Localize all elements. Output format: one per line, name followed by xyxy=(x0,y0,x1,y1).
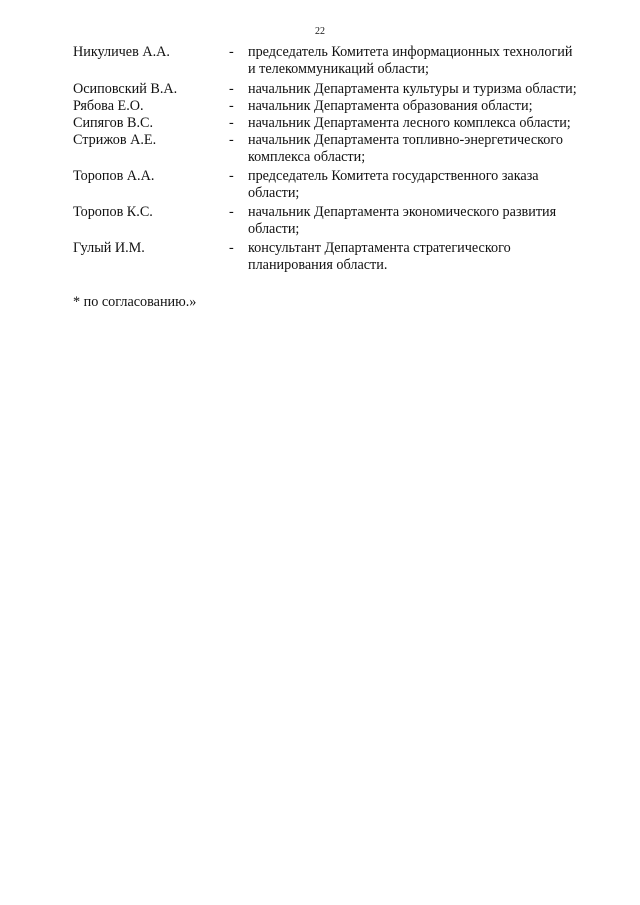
member-role-line: начальник Департамента лесного комплекса области; xyxy=(248,115,571,131)
member-name: Торопов А.А. xyxy=(73,168,155,184)
member-dash: - xyxy=(229,115,234,131)
member-dash: - xyxy=(229,204,234,220)
member-entry xyxy=(73,168,613,202)
member-role-line: начальник Департамента образования области; xyxy=(248,98,533,114)
member-role-line: и телекоммуникаций области; xyxy=(248,61,429,77)
member-entry xyxy=(73,240,613,274)
member-role xyxy=(248,132,613,166)
member-entry xyxy=(73,132,613,166)
member-name: Рябова Е.О. xyxy=(73,98,144,114)
member-name: Никуличев А.А. xyxy=(73,44,170,60)
member-entry xyxy=(73,98,613,115)
member-role xyxy=(248,204,613,238)
member-entry xyxy=(73,204,613,238)
page-number: 22 xyxy=(315,26,325,37)
member-role xyxy=(248,44,613,78)
member-dash: - xyxy=(229,98,234,114)
member-role-line: начальник Департамента экономического развития xyxy=(248,204,557,220)
member-entry xyxy=(73,81,613,98)
member-dash: - xyxy=(229,44,234,60)
member-role-line: председатель Комитета информационных технологий xyxy=(248,44,573,60)
member-role-line: председатель Комитета государственного заказа xyxy=(248,168,539,184)
member-role xyxy=(248,98,613,115)
member-roster xyxy=(73,44,613,274)
member-name: Стрижов А.Е. xyxy=(73,132,157,148)
member-name: Сипягов В.С. xyxy=(73,115,153,131)
member-dash: - xyxy=(229,168,234,184)
footnote: * по согласованию.» xyxy=(73,294,197,310)
member-role xyxy=(248,81,613,98)
member-name: Гулый И.М. xyxy=(73,240,145,256)
member-role-line: комплекса области; xyxy=(248,149,366,165)
member-dash: - xyxy=(229,240,234,256)
member-name: Торопов К.С. xyxy=(73,204,153,220)
member-role xyxy=(248,168,613,202)
member-dash: - xyxy=(229,81,234,97)
member-role-line: начальник Департамента топливно-энергетического xyxy=(248,132,563,148)
member-role-line: начальник Департамента культуры и туризма области; xyxy=(248,81,577,97)
member-dash: - xyxy=(229,132,234,148)
member-role-line: области; xyxy=(248,221,300,237)
member-role-line: планирования области. xyxy=(248,257,388,273)
member-role xyxy=(248,240,613,274)
member-role-line: консультант Департамента стратегического xyxy=(248,240,511,256)
member-name: Осиповский В.А. xyxy=(73,81,178,97)
member-role xyxy=(248,115,613,132)
member-entry xyxy=(73,115,613,132)
member-role-line: области; xyxy=(248,185,300,201)
member-entry xyxy=(73,44,613,78)
